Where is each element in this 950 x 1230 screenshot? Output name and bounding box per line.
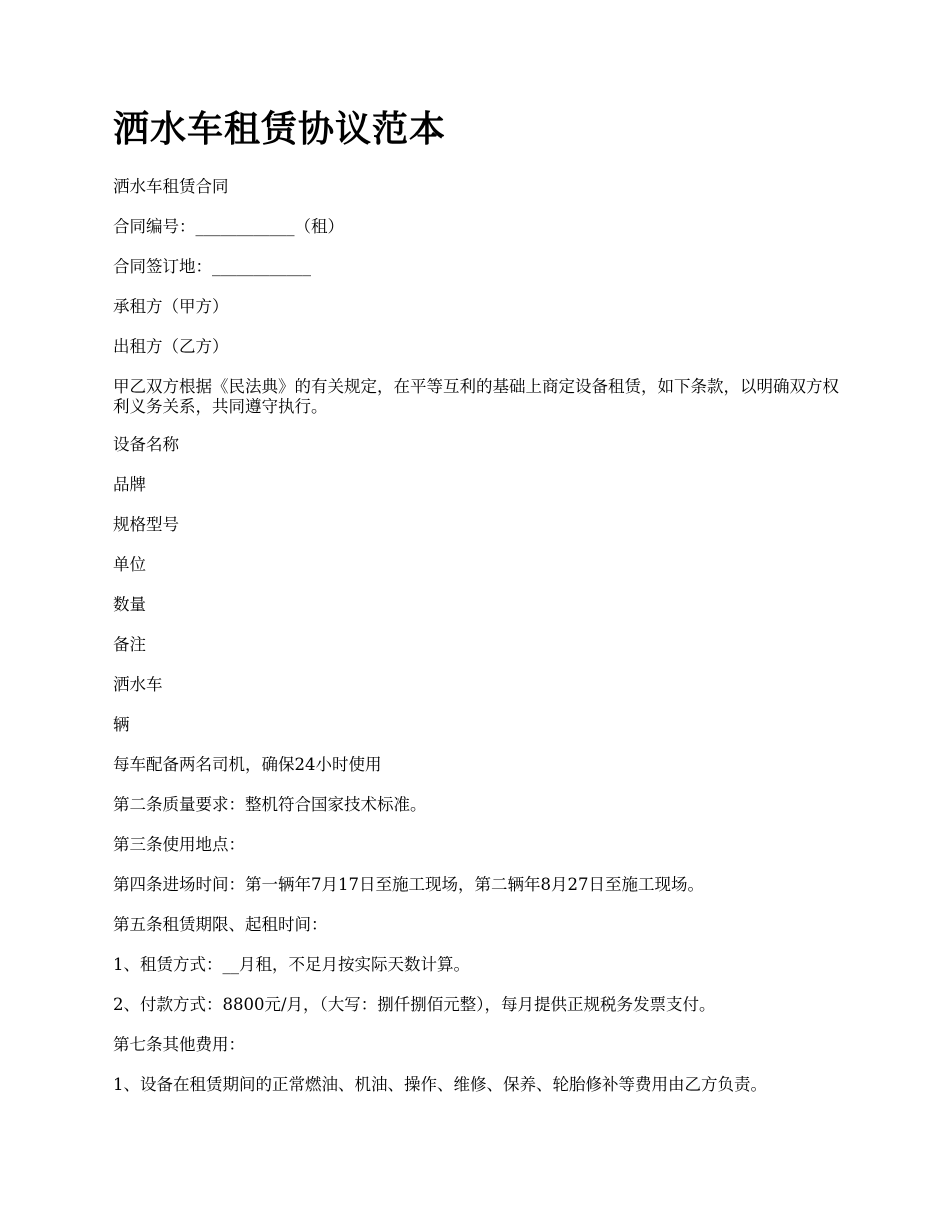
unit-label: 单位: [113, 555, 146, 575]
contract-number: 合同编号：____________（租）: [113, 217, 344, 237]
article-7-other-fees: 第七条其他费用：: [113, 1035, 245, 1055]
article-2-quality: 第二条质量要求：整机符合国家技术标准。: [113, 795, 427, 815]
equipment-name-label: 设备名称: [113, 435, 179, 455]
article-3-location: 第三条使用地点：: [113, 835, 245, 855]
unit-value: 辆: [113, 715, 130, 735]
quantity-label: 数量: [113, 595, 146, 615]
equipment-name-value: 洒水车: [113, 675, 163, 695]
article-4-entry-time: 第四条进场时间：第一辆年7月17日至施工现场，第二辆年8月27日至施工现场。: [113, 875, 704, 895]
model-label: 规格型号: [113, 515, 179, 535]
brand-label: 品牌: [113, 475, 146, 495]
contract-heading: 洒水车租赁合同: [113, 177, 229, 197]
lease-method-clause: 1、租赁方式：__月租，不足月按实际天数计算。: [113, 955, 470, 975]
document-page: [113, 108, 843, 1115]
remarks-label: 备注: [113, 635, 146, 655]
payment-method-clause: 2、付款方式：8800元/月，（大写：捌仟捌佰元整），每月提供正规税务发票支付。: [113, 995, 716, 1015]
article-5-lease-term: 第五条租赁期限、起租时间：: [113, 915, 328, 935]
remarks-value: 每车配备两名司机，确保24小时使用: [113, 755, 382, 775]
lessor-party: 出租方（乙方）: [113, 337, 229, 357]
document-title: 洒水车租赁协议范本: [113, 108, 447, 150]
lessee-party: 承租方（甲方）: [113, 297, 229, 317]
signing-place: 合同签订地：____________: [113, 257, 311, 277]
preamble-paragraph: 甲乙双方根据《民法典》的有关规定，在平等互利的基础上商定设备租赁，如下条款，以明确双方权利义务关系，共同遵守执行。: [113, 377, 839, 417]
fees-clause-1: 1、设备在租赁期间的正常燃油、机油、操作、维修、保养、轮胎修补等费用由乙方负责。: [113, 1075, 767, 1095]
